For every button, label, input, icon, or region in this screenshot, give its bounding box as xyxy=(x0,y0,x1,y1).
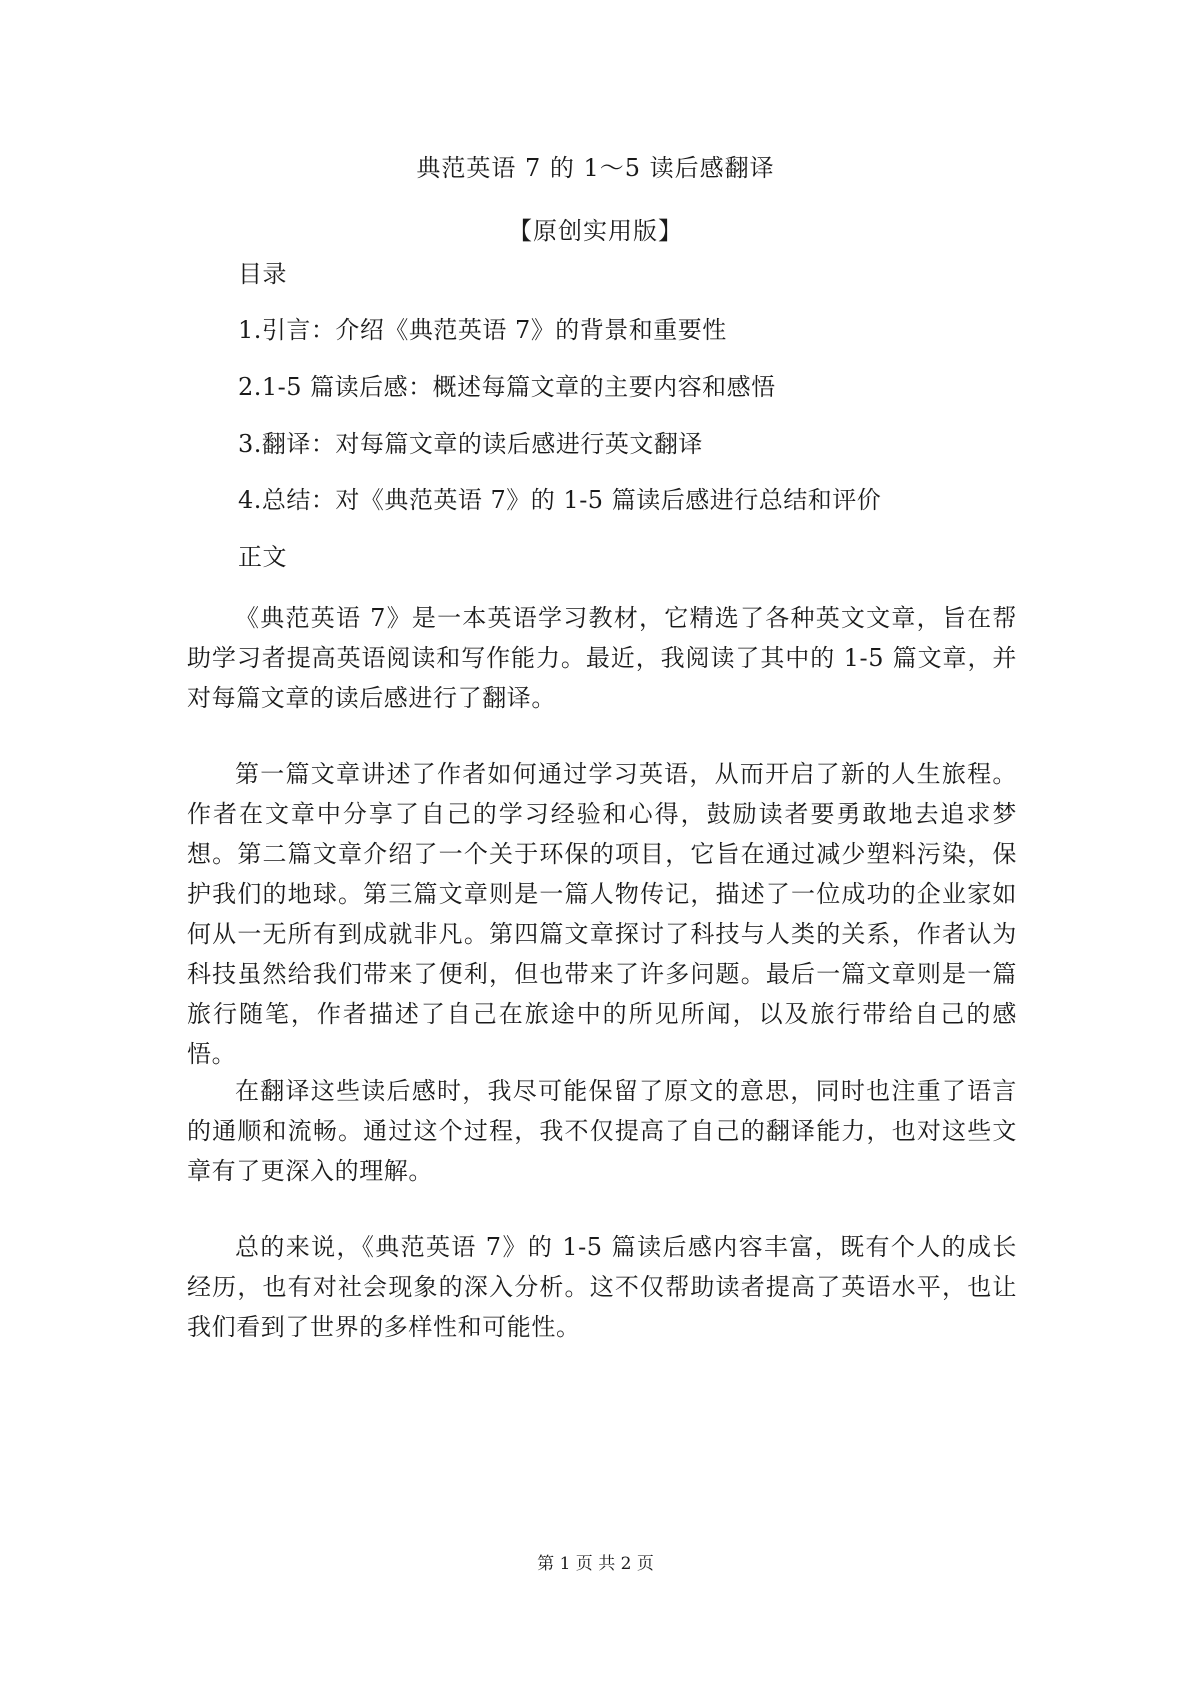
toc-item-3: 3.翻译：对每篇文章的读后感进行英文翻译 xyxy=(238,430,703,458)
paragraph-4: 总的来说，《典范英语 7》的 1-5 篇读后感内容丰富，既有个人的成长经历，也有对社会现象的深入分析。这不仅帮助读者提高了英语水平，也让我们看到了世界的多样性和可能性。 xyxy=(187,1233,1017,1341)
body-heading: 正文 xyxy=(238,543,287,571)
paragraph-3: 在翻译这些读后感时，我尽可能保留了原文的意思，同时也注重了语言的通顺和流畅。通过这个过程，我不仅提高了自己的翻译能力，也对这些文章有了更深入的理解。 xyxy=(187,1077,1017,1185)
toc-item-2: 2.1-5 篇读后感：概述每篇文章的主要内容和感悟 xyxy=(238,373,776,401)
paragraph-2: 第一篇文章讲述了作者如何通过学习英语，从而开启了新的人生旅程。作者在文章中分享了自己的学习经验和心得，鼓励读者要勇敢地去追求梦想。第二篇文章介绍了一个关于环保的项目，它旨在通过减少塑料污染，保护我们的地球。第三篇文章则是一篇人物传记，描述了一位成功的企业家如何从一无所有到成就非凡。第四篇文章探讨了科技与人类的关系，作者认为科技虽然给我们带来了便利，但也带来了许多问题。最后一篇文章则是一篇旅行随笔，作者描述了自己在旅途中的所见所闻，以及旅行带给自己的感悟。 xyxy=(187,760,1017,1068)
paragraph-1: 《典范英语 7》是一本英语学习教材，它精选了各种英文文章，旨在帮助学习者提高英语阅读和写作能力。最近，我阅读了其中的 1-5 篇文章，并对每篇文章的读后感进行了翻译。 xyxy=(187,604,1017,712)
toc-item-1: 1.引言：介绍《典范英语 7》的背景和重要性 xyxy=(238,316,727,344)
document-subtitle: 【原创实用版】 xyxy=(508,217,683,245)
document-title: 典范英语 7 的 1～5 读后感翻译 xyxy=(416,154,775,182)
toc-item-4: 4.总结：对《典范英语 7》的 1-5 篇读后感进行总结和评价 xyxy=(238,486,882,514)
page-footer: 第 1 页 共 2 页 xyxy=(537,1554,654,1574)
toc-heading: 目录 xyxy=(238,260,287,288)
